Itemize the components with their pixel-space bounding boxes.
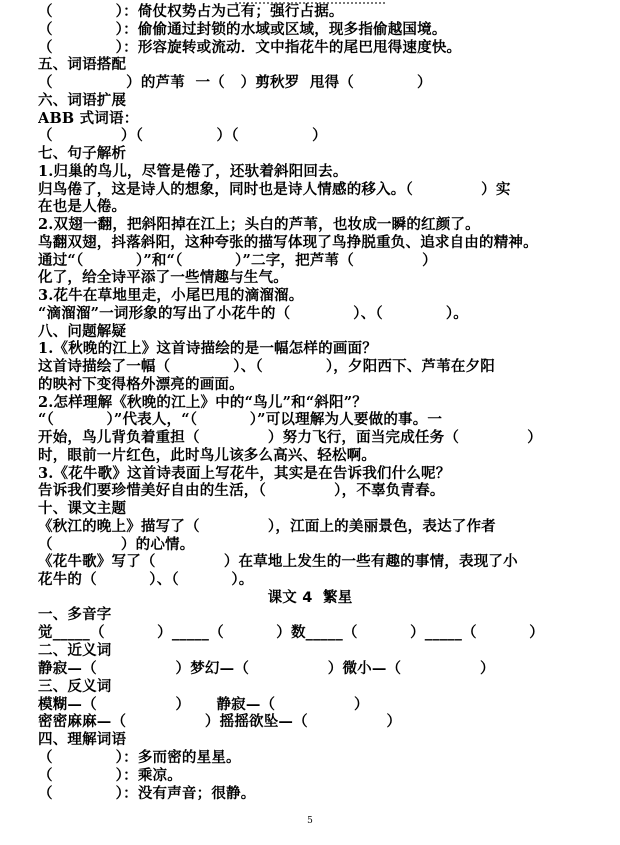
text-line: 在也是人倦。 xyxy=(38,198,127,216)
text-line: 2.双翅一翻，把斜阳掉在江上；头白的芦苇，也妆成一瞬的红颜了。 xyxy=(38,216,480,233)
text-line: （ ）：倚仗权势占为己有；强行占据。 xyxy=(38,3,344,20)
text-line: 时，眼前一片红色，此时鸟儿该多么高兴、轻松啊。 xyxy=(38,446,377,464)
text-line: 告诉我们要珍惜美好自由的生活，（ ），不辜负青春。 xyxy=(38,482,445,500)
section-heading: 一、多音字 xyxy=(38,607,112,623)
lesson-title: 课文 4 繁星 xyxy=(267,590,353,606)
text-line: 3.《花牛歌》这首诗表面上写花牛，其实是在告诉我们什么呢？ xyxy=(38,464,451,482)
text-line: 静寂—（ ）梦幻—（ ）微小—（ ） xyxy=(38,659,495,677)
text-line: （ ）：形容旋转或流动．文中指花牛的尾巴甩得速度快。 xyxy=(38,38,462,56)
section-heading: 二、近义词 xyxy=(38,642,112,659)
section-heading: 四、理解词语 xyxy=(38,732,127,749)
section-heading: 八、问题解疑 xyxy=(38,323,127,340)
text-line: 《花牛歌》写了（ ）在草地上发生的一些有趣的事情，表现了小 xyxy=(38,553,518,571)
text-line: “（ ）”代表人，“（ ）”可以理解为人要做的事。一 xyxy=(38,411,443,429)
text-line: 鸟翻双翅，抖落斜阳，这种夸张的描写体现了鸟挣脱重负、追求自由的精神。 xyxy=(38,233,538,251)
text-line: （ ）的芦苇 一（ ）剪秋罗 甩得（ ） xyxy=(38,74,432,91)
text-line: 2.怎样理解《秋晚的江上》中的“鸟儿”和“斜阳”？ xyxy=(38,393,367,411)
text-line: 觉_____（ ）_____（ ）数_____（ ）_____（ ） xyxy=(38,623,544,641)
section-heading: 七、句子解析 xyxy=(38,146,127,162)
text-line: 的映衬下变得格外漂亮的画面。 xyxy=(38,375,244,393)
text-line: （ ）：多而密的星星。 xyxy=(38,749,241,767)
text-line: 化了，给全诗平添了一些情趣与生气。 xyxy=(38,269,288,287)
text-line: 《秋江的晚上》描写了（ ），江面上的美丽景色，表达了作者 xyxy=(38,517,496,535)
section-heading: 六、词语扩展 xyxy=(38,92,127,109)
text-line: 这首诗描绘了一幅（ ）、（ ），夕阳西下、芦苇在夕阳 xyxy=(38,358,496,375)
text-line: “滴溜溜”一词形象的写出了小花牛的（ ）、（ ）。 xyxy=(38,304,468,322)
section-heading: 三、反义词 xyxy=(38,678,112,695)
section-heading: 十、课文主题 xyxy=(38,501,127,517)
text-line: ABB 式词语： xyxy=(38,109,139,127)
section-heading: 五、词语搭配 xyxy=(38,57,127,74)
text-line: 归鸟倦了，这是诗人的想象，同时也是诗人情感的移入。（ ）实 xyxy=(38,180,511,198)
text-line: （ ）（ ）（ ） xyxy=(38,127,327,145)
text-line: 花牛的（ ）、（ ）。 xyxy=(38,571,254,588)
text-line: 模糊—（ ） 静寂—（ ） xyxy=(38,695,369,713)
text-line: （ ）：没有声音；很静。 xyxy=(38,785,256,802)
text-line: 1.归巢的鸟儿，尽管是倦了，还驮着斜阳回去。 xyxy=(38,162,348,180)
text-line: 1.《秋晚的江上》这首诗描绘的是一幅怎样的画面？ xyxy=(38,340,377,358)
page-number: 5 xyxy=(307,816,313,826)
text-line: （ ）：乘凉。 xyxy=(38,767,182,785)
text-line: 密密麻麻—（ ）摇摇欲坠—（ ） xyxy=(38,713,402,731)
text-line: （ ）：偷偷通过封锁的水域或区域，现多指偷越国境。 xyxy=(38,20,447,38)
text-line: 通过“（ ）”和“（ ）”二字，把芦苇（ ） xyxy=(38,251,437,269)
text-line: 开始，鸟儿背负着重担（ ）努力飞行，面当完成任务（ ） xyxy=(38,429,542,446)
text-line: （ ）的心情。 xyxy=(38,535,195,553)
text-line: 3.花牛在草地里走，小尾巴甩的滴溜溜。 xyxy=(38,287,304,304)
